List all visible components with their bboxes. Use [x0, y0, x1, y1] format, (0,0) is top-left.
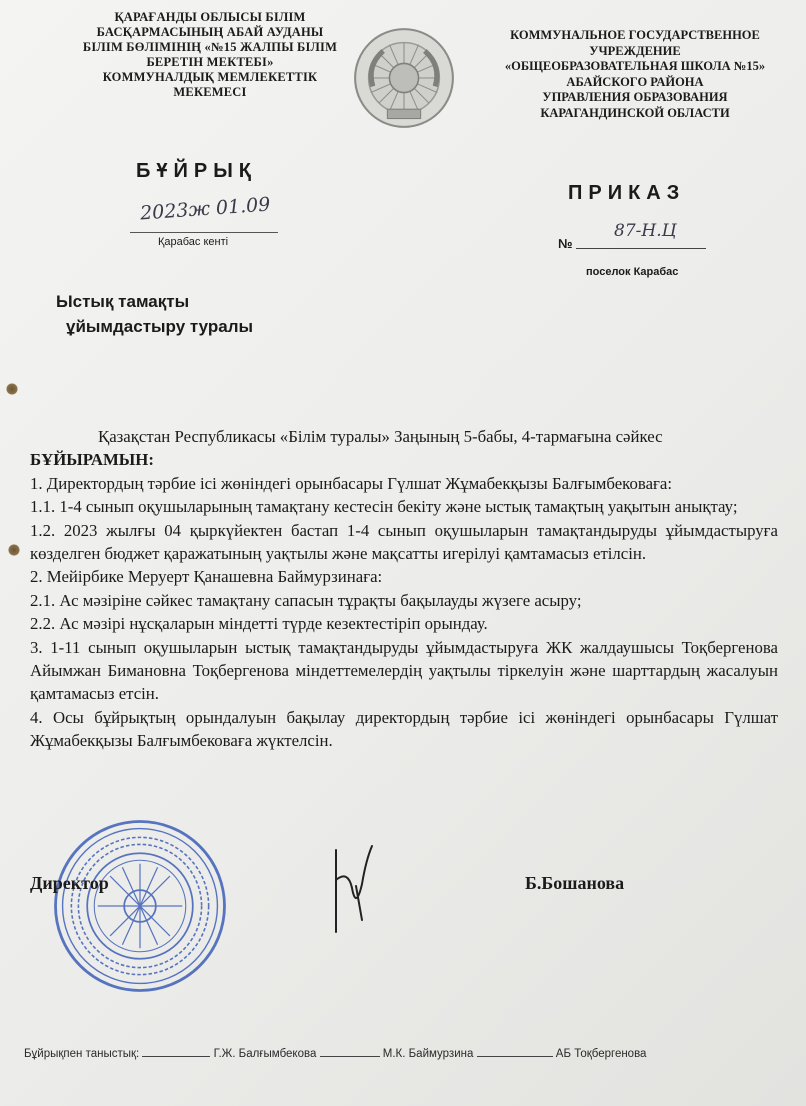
- order-item: 3. 1-11 сынып оқушыларын ыстық тамақтандыруды ұйымдастыруға ЖК жалдаушысы Тоқбергенова Айымжан Бимановна Тоқбергенова міндеттемелердің уақтылы тіркелуін және шарттардың жасалуын қамтамасыз етсін.: [30, 637, 778, 704]
- order-item: 2. Мейірбике Меруерт Қанашевна Баймурзинаға:: [30, 567, 383, 587]
- director-name: Б.Бошанова: [525, 873, 625, 893]
- intro-paragraph: Қазақстан Республикасы «Білім туралы» Заңының 5-бабы, 4-тармағына сәйкес: [98, 427, 663, 446]
- signature-blank: [320, 1046, 380, 1057]
- place-kazakh: Қарабас кенті: [158, 236, 229, 248]
- order-item: 1.1. 1-4 сынып оқушыларының тамақтану кестесін бекіту және ыстық тамақтың уақытын анықтау;: [30, 497, 738, 517]
- director-signature: [322, 840, 382, 940]
- handwritten-date: 2023ж 01.09: [139, 193, 271, 225]
- header-line: ҚАРАҒАНДЫ ОБЛЫСЫ БІЛІМ: [114, 10, 306, 24]
- acknowledgement-person: М.К. Баймурзина: [382, 1048, 474, 1060]
- handwritten-order-number: 87-Н.Ц: [614, 221, 677, 241]
- signature-blank: [142, 1046, 210, 1057]
- punch-hole: [8, 544, 20, 556]
- order-item: 2.2. Ас мәзірі нұсқаларын міндетті түрде кезектестіріп орындау.: [30, 614, 488, 634]
- order-subject: [56, 289, 253, 339]
- header-line: МЕКЕМЕСІ: [173, 85, 247, 99]
- director-label: Директор: [30, 873, 109, 893]
- title-kazakh: БҰЙРЫҚ: [136, 160, 257, 182]
- acknowledgement-person: АБ Тоқбергенова: [555, 1048, 647, 1060]
- header-line: БАСҚАРМАСЫНЫҢ АБАЙ АУДАНЫ: [96, 25, 324, 39]
- header-line: БІЛІМ БӨЛІМІНІҢ «№15 ЖАЛПЫ БІЛІМ: [82, 40, 338, 54]
- signature-blank: [477, 1046, 553, 1057]
- header-kazakh: [60, 10, 360, 100]
- subject-line: ұйымдастыру туралы: [66, 317, 254, 336]
- order-item: 1. Директордың тәрбие ісі жөніндегі орынбасары Гүлшат Жұмабекқызы Балғымбековаға:: [30, 473, 673, 493]
- header-line: «ОБЩЕОБРАЗОВАТЕЛЬНАЯ ШКОЛА №15»: [504, 59, 766, 73]
- header-line: УЧРЕЖДЕНИЕ: [589, 43, 681, 58]
- subject-line: Ыстық тамақты: [56, 292, 190, 311]
- header-line: БЕРЕТІН МЕКТЕБІ»: [146, 55, 274, 69]
- order-body: [30, 425, 778, 753]
- header-line: АБАЙСКОГО РАЙОНА: [566, 74, 704, 89]
- place-russian: поселок Карабас: [586, 266, 679, 278]
- order-item: 2.1. Ас мәзіріне сәйкес тамақтану сапасын тұрақты бақылауды жүзеге асыру;: [30, 590, 582, 610]
- round-seal-icon: [52, 818, 228, 994]
- acknowledgement-line: [24, 1046, 804, 1060]
- acknowledgement-person: Г.Ж. Балғымбекова: [213, 1048, 317, 1060]
- header-line: УПРАВЛЕНИЯ ОБРАЗОВАНИЯ: [542, 90, 728, 104]
- header-line: КОММУНАЛДЫҚ МЕМЛЕКЕТТІК: [102, 70, 318, 84]
- punch-hole: [6, 383, 18, 395]
- order-item: 1.2. 2023 жылғы 04 қыркүйектен бастап 1-4 сынып оқушыларын тамақтандыруды ұйымдастыруға көзделген бюджет қаражатының уақтылы және мақсатты игерілуі қамтамасыз етілсін.: [30, 520, 778, 564]
- order-number-label: №: [558, 236, 573, 251]
- title-russian: ПРИКАЗ: [568, 182, 686, 204]
- order-word: БҰЙЫРАМЫН:: [30, 450, 154, 470]
- acknowledgement-label: Бұйрықпен таныстық:: [24, 1048, 140, 1060]
- header-line: КАРАГАНДИНСКОЙ ОБЛАСТИ: [540, 105, 730, 120]
- header-line: КОММУНАЛЬНОЕ ГОСУДАРСТВЕННОЕ: [510, 28, 760, 42]
- header-russian: [470, 28, 800, 121]
- state-emblem-icon: [352, 26, 456, 130]
- order-item: 4. Осы бұйрықтың орындалуын бақылау директордың тәрбие ісі жөніндегі орынбасары Гүлшат Жұмабекқызы Балғымбековаға жүктелсін.: [30, 707, 778, 751]
